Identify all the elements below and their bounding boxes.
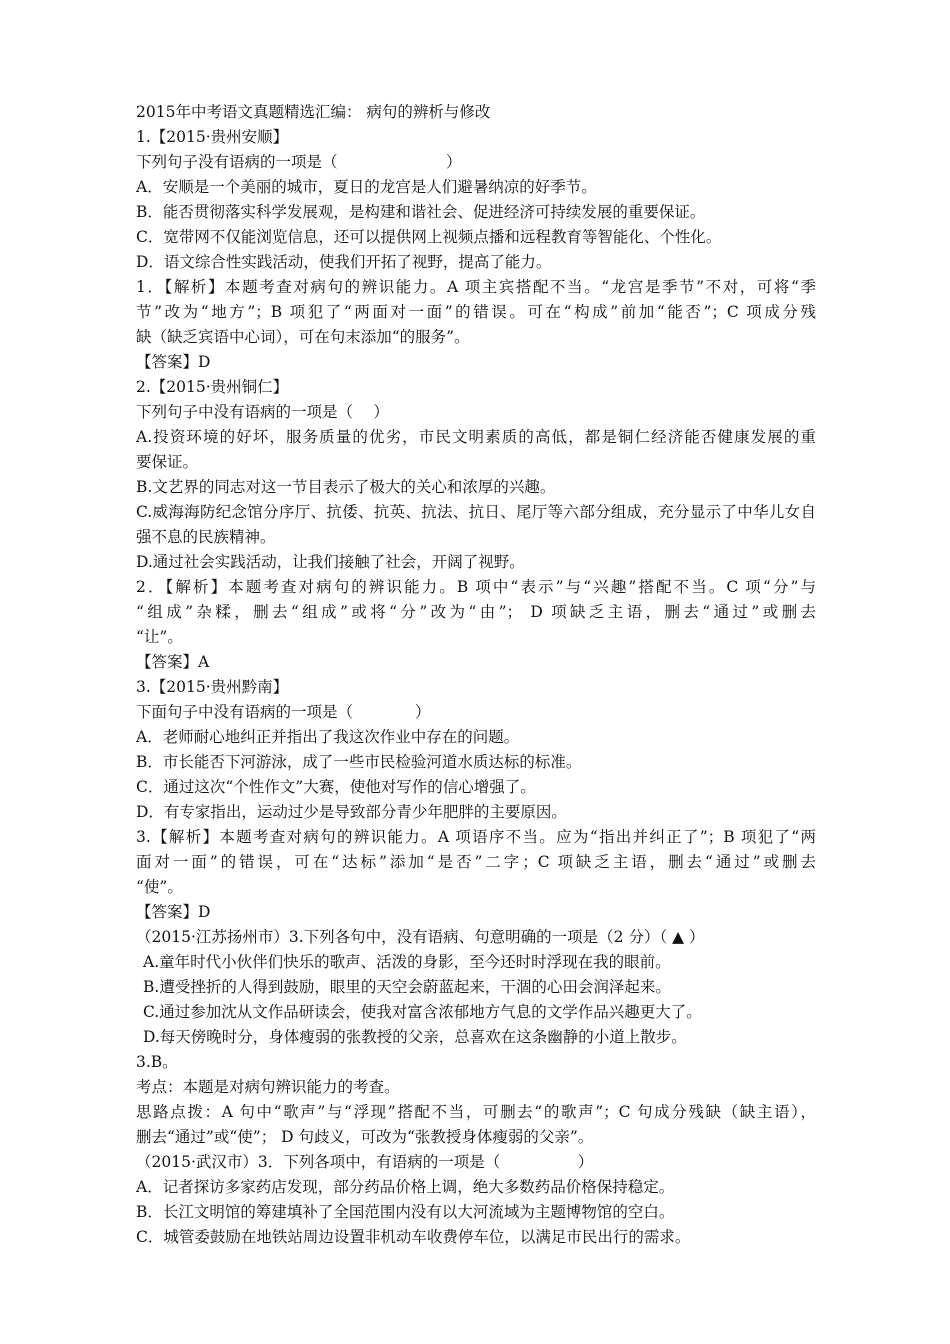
wuhan-option-b: B．长江文明馆的筹建填补了全国范围内没有以大河流域为主题博物馆的空白。 — [136, 1203, 675, 1221]
yangzhou-stem: （2015·江苏扬州市）3.下列各句中，没有语病、句意明确的一项是（2 分）（ ▲ ） — [136, 928, 705, 946]
document-title: 2015年中考语文真题精选汇编： 病句的辨析与修改 — [136, 103, 491, 121]
q1-analysis-line3: 缺（缺乏宾语中心词），可在句末添加“的服务”。 — [136, 328, 470, 346]
document-body — [136, 100, 816, 1250]
q3-analysis-line1: 3.【解析】本题考查对病句的辨识能力。A 项语序不当。应为“指出并纠正了”；B 项犯了“两 — [136, 828, 816, 846]
q3-option-b: B．市长能否下河游泳，成了一些市民检验河道水质达标的标准。 — [136, 753, 582, 771]
q2-answer: 【答案】A — [136, 653, 210, 671]
q3-option-d: D．有专家指出，运动过少是导致部分青少年肥胖的主要原因。 — [136, 803, 567, 821]
q3-analysis-line3: “使”。 — [136, 878, 183, 896]
q1-option-c: C．宽带网不仅能浏览信息，还可以提供网上视频点播和远程教育等智能化、个性化。 — [136, 228, 722, 246]
yangzhou-hint-line1: 思路点拨：A 句中“歌声”与“浮现”搭配不当，可删去“的歌声”；C 句成分残缺（缺主语）， — [136, 1103, 816, 1121]
q2-stem: 下列句子中没有语病的一项是（ ） — [136, 403, 389, 421]
yangzhou-option-c: C.通过参加沈从文作品研读会，使我对富含浓郁地方气息的文学作品兴趣更大了。 — [143, 1003, 702, 1021]
q3-analysis-line2: 面对一面”的错误，可在“达标”添加“是否”二字；C 项缺乏主语，删去“通过”或删去 — [136, 853, 816, 871]
q3-option-a: A．老师耐心地纠正并指出了我这次作业中存在的问题。 — [136, 728, 520, 746]
q3-option-c: C．通过这次“个性作文”大赛，使他对写作的信心增强了。 — [136, 778, 536, 796]
wuhan-stem: （2015·武汉市）3．下列各项中，有语病的一项是（ ） — [136, 1153, 594, 1171]
q1-option-d: D．语文综合性实践活动，使我们开拓了视野，提高了能力。 — [136, 253, 552, 271]
yangzhou-kaodian: 考点：本题是对病句辨识能力的考查。 — [136, 1078, 400, 1096]
q2-option-c-line2: 强不息的民族精神。 — [136, 528, 276, 546]
q2-option-d: D.通过社会实践活动，让我们接触了社会，开阔了视野。 — [136, 553, 525, 571]
q1-analysis-line1: 1．【解析】本题考查对病句的辨识能力。A 项主宾搭配不当。“龙宫是季节”不对，可将“季 — [136, 278, 816, 296]
q2-option-a-line2: 要保证。 — [136, 453, 199, 471]
q2-option-c-line1: C.威海海防纪念馆分序厅、抗倭、抗英、抗法、抗日、尾厅等六部分组成，充分显示了中华儿女自 — [136, 503, 816, 521]
q1-analysis-line2: 节”改为“地方”；B 项犯了“两面对一面”的错误。可在“构成”前加“能否”；C 项成分残 — [136, 303, 816, 321]
wuhan-option-a: A．记者探访多家药店发现，部分药品价格上调，绝大多数药品价格保持稳定。 — [136, 1178, 675, 1196]
q3-stem: 下面句子中没有语病的一项是（ ） — [136, 703, 431, 721]
q1-option-a: A．安顺是一个美丽的城市，夏日的龙宫是人们避暑纳凉的好季节。 — [136, 178, 597, 196]
q1-stem: 下列句子没有语病的一项是（ ） — [136, 153, 462, 171]
q3-header: 3.【2015·贵州黔南】 — [136, 678, 289, 696]
yangzhou-option-a: A.童年时代小伙伴们快乐的歌声、活泼的身影，至今还时时浮现在我的眼前。 — [143, 953, 671, 971]
yangzhou-hint-line2: 删去“通过”或“使”； D 句歧义，可改为“张教授身体瘦弱的父亲”。 — [136, 1128, 594, 1146]
q3-answer: 【答案】D — [136, 903, 211, 921]
q2-analysis-line1: 2．【解析】本题考查对病句的辨识能力。B 项中“表示”与“兴趣”搭配不当。C 项“分”与 — [136, 578, 816, 596]
q2-analysis-line3: “让”。 — [136, 628, 183, 646]
q2-option-a-line1: A.投资环境的好坏，服务质量的优劣，市民文明素质的高低，都是铜仁经济能否健康发展的重 — [136, 428, 816, 446]
yangzhou-option-d: D.每天傍晚时分，身体瘦弱的张教授的父亲，总喜欢在这条幽静的小道上散步。 — [143, 1028, 687, 1046]
q1-answer: 【答案】D — [136, 353, 211, 371]
q2-analysis-line2: “组成”杂糅，删去“组成”或将“分”改为“由”； D 项缺乏主语，删去“通过”或删去 — [136, 603, 816, 621]
q1-option-b: B．能否贯彻落实科学发展观，是构建和谐社会、促进经济可持续发展的重要保证。 — [136, 203, 706, 221]
yangzhou-answer: 3.B。 — [136, 1053, 178, 1071]
q1-header: 1.【2015·贵州安顺】 — [136, 128, 289, 146]
yangzhou-option-b: B.遭受挫折的人得到鼓励，眼里的天空会蔚蓝起来，干涸的心田会润泽起来。 — [143, 978, 671, 996]
q2-header: 2.【2015·贵州铜仁】 — [136, 378, 289, 396]
q2-option-b: B.文艺界的同志对这一节目表示了极大的关心和浓厚的兴趣。 — [136, 478, 556, 496]
wuhan-option-c: C．城管委鼓励在地铁站周边设置非机动车收费停车位，以满足市民出行的需求。 — [136, 1228, 691, 1246]
